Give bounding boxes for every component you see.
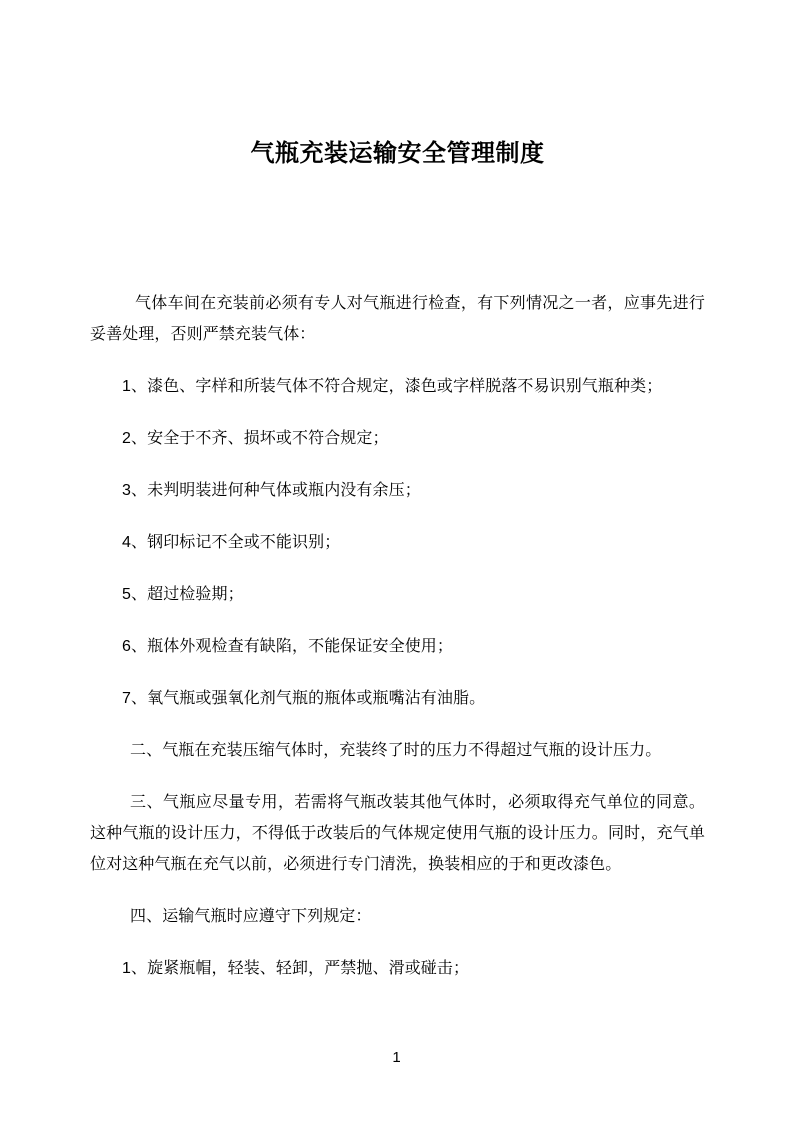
section-3-paragraph: 三、气瓶应尽量专用，若需将气瓶改装其他气体时，必须取得充气单位的同意。这种气瓶的设计压力，不得低于改装后的气体规定使用气瓶的设计压力。同时，充气单位对这种气瓶在充气以前，必须进行专门清洗，换装相应的于和更改漆色。 [90, 794, 705, 873]
check-item-4: 4、钢印标记不全或不能识别； [122, 534, 341, 551]
section-2-paragraph: 二、气瓶在充装压缩气体时，充装终了时的压力不得超过气瓶的设计压力。 [130, 742, 662, 759]
page-number: 1 [392, 1049, 401, 1066]
check-item-3: 3、未判明装进何种气体或瓶内没有余压； [122, 482, 421, 499]
section-4-paragraph: 四、运输气瓶时应遵守下列规定： [130, 908, 372, 925]
document-title: 气瓶充装运输安全管理制度 [250, 140, 545, 167]
check-item-2: 2、安全于不齐、损坏或不符合规定； [122, 430, 389, 447]
check-item-5: 5、超过检验期； [122, 586, 244, 603]
check-item-7: 7、氧气瓶或强氧化剂气瓶的瓶体或瓶嘴沾有油脂。 [122, 690, 486, 707]
transport-item-1: 1、旋紧瓶帽，轻装、轻卸，严禁抛、滑或碰击； [122, 960, 470, 977]
check-item-6: 6、瓶体外观检查有缺陷，不能保证安全使用； [122, 638, 453, 655]
check-item-1: 1、漆色、字样和所装气体不符合规定，漆色或字样脱落不易识别气瓶种类； [122, 378, 663, 395]
intro-paragraph: 气体车间在充装前必须有专人对气瓶进行检查，有下列情况之一者，应事先进行妥善处理，否则严禁充装气体： [90, 295, 705, 343]
